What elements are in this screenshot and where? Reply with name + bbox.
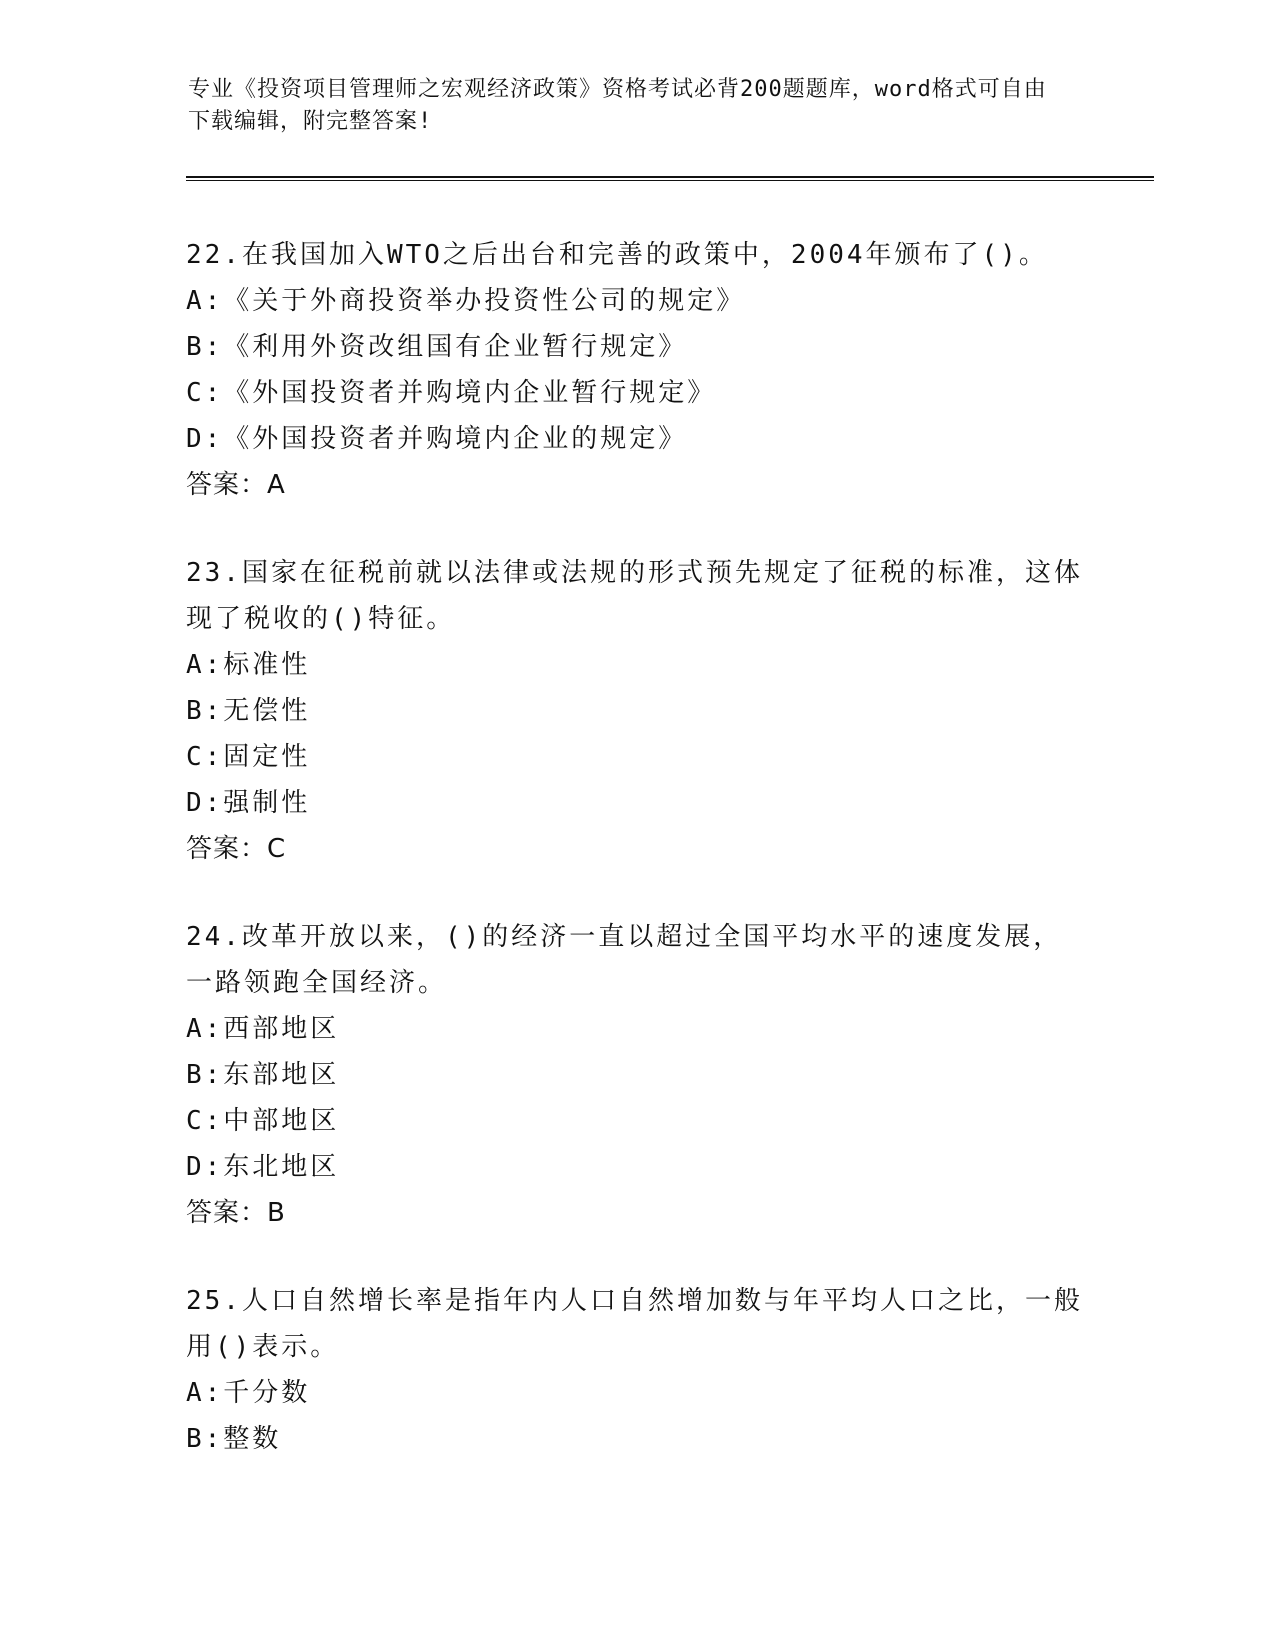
question-24 — [186, 914, 1086, 1236]
question-stem: 22.在我国加入WTO之后出台和完善的政策中，2004年颁布了()。 — [186, 240, 1048, 270]
header-divider — [186, 176, 1154, 181]
question-stem: 25.人口自然增长率是指年内人口自然增加数与年平均人口之比，一般用()表示。 — [186, 1286, 1083, 1362]
answer: 答案：C — [186, 834, 287, 864]
option-b: B:东部地区 — [186, 1060, 340, 1090]
question-22 — [186, 232, 1086, 508]
option-c: C:固定性 — [186, 742, 311, 772]
question-stem: 23.国家在征税前就以法律或法规的形式预先规定了征税的标准，这体现了税收的()特征。 — [186, 558, 1083, 634]
option-c: C:中部地区 — [186, 1106, 340, 1136]
header-intro: 专业《投资项目管理师之宏观经济政策》资格考试必背200题题库，word格式可自由下载编辑，附完整答案! — [188, 77, 1047, 134]
question-25 — [186, 1278, 1086, 1462]
option-a: A:西部地区 — [186, 1014, 340, 1044]
answer: 答案：B — [186, 1198, 286, 1228]
option-a: A:千分数 — [186, 1378, 311, 1408]
option-b: B:《利用外资改组国有企业暂行规定》 — [186, 332, 688, 362]
answer: 答案：A — [186, 470, 286, 500]
question-list — [186, 232, 1086, 1504]
option-a: A:《关于外商投资举办投资性公司的规定》 — [186, 286, 746, 316]
option-c: C:《外国投资者并购境内企业暂行规定》 — [186, 378, 717, 408]
option-d: D:强制性 — [186, 788, 311, 818]
option-b: B:整数 — [186, 1424, 282, 1454]
option-d: D:《外国投资者并购境内企业的规定》 — [186, 424, 688, 454]
question-stem: 24.改革开放以来，()的经济一直以超过全国平均水平的速度发展，一路领跑全国经济。 — [186, 922, 1063, 998]
option-a: A:标准性 — [186, 650, 311, 680]
question-23 — [186, 550, 1086, 872]
option-b: B:无偿性 — [186, 696, 311, 726]
option-d: D:东北地区 — [186, 1152, 340, 1182]
